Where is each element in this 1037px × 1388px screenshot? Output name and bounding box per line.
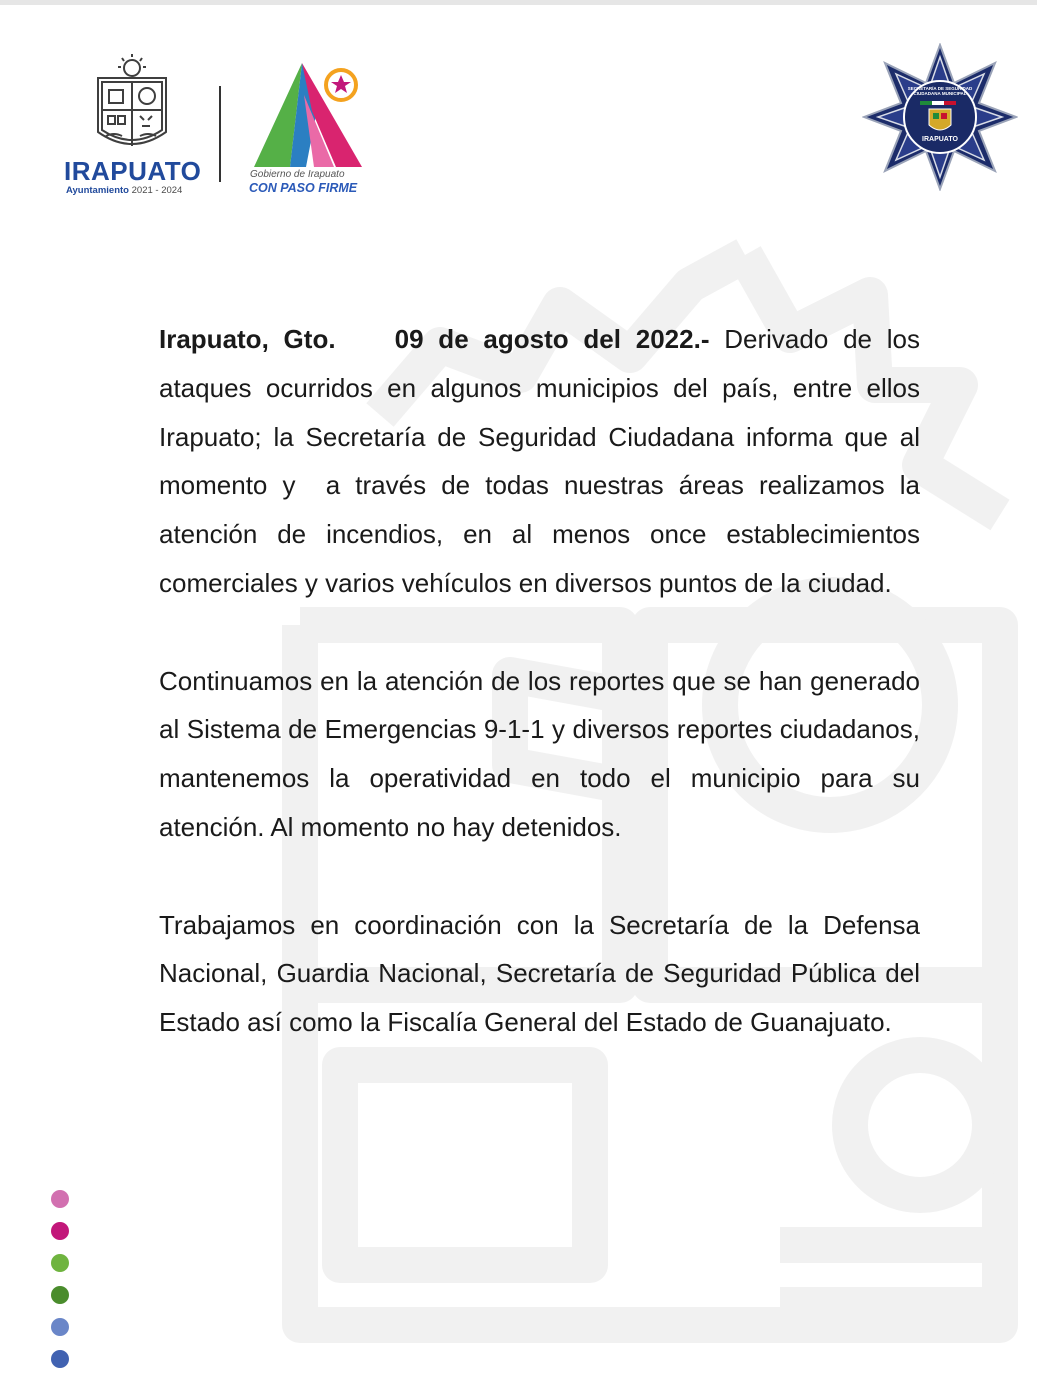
gobierno-a-icon bbox=[244, 55, 369, 170]
paragraph-1 bbox=[159, 315, 935, 608]
gobierno-logo bbox=[244, 55, 374, 200]
paragraph-3: Trabajamos en coordinación con la Secretaría de la Defensa Nacional, Guardia Nacional, Secretaría de Seguridad Pública del Estado así como la Fiscalía General del Estado de Guanajuato. bbox=[159, 909, 920, 1038]
coat-of-arms-icon bbox=[90, 52, 175, 154]
paragraph-2: Continuamos en la atención de los reportes que se han generado al Sistema de Emergencias 9-1-1 y diversos reportes ciudadanos, mantenemos la operatividad en todo el municipio para su atención. Al momento no hay detenidos. bbox=[159, 665, 920, 842]
star-badge-icon bbox=[862, 43, 1018, 191]
irapuato-wordmark: IRAPUATO bbox=[64, 156, 202, 186]
decorative-dot bbox=[51, 1222, 69, 1240]
decorative-dots bbox=[51, 1190, 71, 1370]
decorative-dot bbox=[51, 1254, 69, 1272]
decorative-dot bbox=[51, 1286, 69, 1304]
badge-bottom-text: IRAPUATO bbox=[922, 136, 958, 143]
top-border bbox=[0, 0, 1037, 5]
irapuato-logo bbox=[60, 52, 205, 202]
decorative-dot bbox=[51, 1318, 69, 1336]
badge-top-text: SECRETARÍA DE SEGURIDAD CIUDADANA MUNICIPAL bbox=[907, 86, 973, 96]
gobierno-caption: Gobierno de Irapuato bbox=[250, 169, 345, 180]
decorative-dot bbox=[51, 1350, 69, 1368]
press-release-body bbox=[159, 315, 935, 1047]
decorative-dot bbox=[51, 1190, 69, 1208]
police-badge bbox=[862, 43, 1018, 191]
ayuntamiento-subtitle: Ayuntamiento 2021 - 2024 bbox=[66, 185, 183, 196]
gobierno-tagline: CON PASO FIRME bbox=[249, 181, 358, 195]
logo-divider bbox=[219, 86, 221, 182]
dateline: Irapuato, Gto. 09 de agosto del 2022.- bbox=[159, 324, 710, 354]
paragraph-1-text: Derivado de los ataques ocurridos en algunos municipios del país, entre ellos Irapuato; la Secretaría de Seguridad Ciudadana informa que al momento y a través de todas nuestras áreas realizamos la atención de incendios, en al menos once establecimientos comerciales y varios vehículos en diversos puntos de la ciudad. bbox=[159, 324, 935, 598]
